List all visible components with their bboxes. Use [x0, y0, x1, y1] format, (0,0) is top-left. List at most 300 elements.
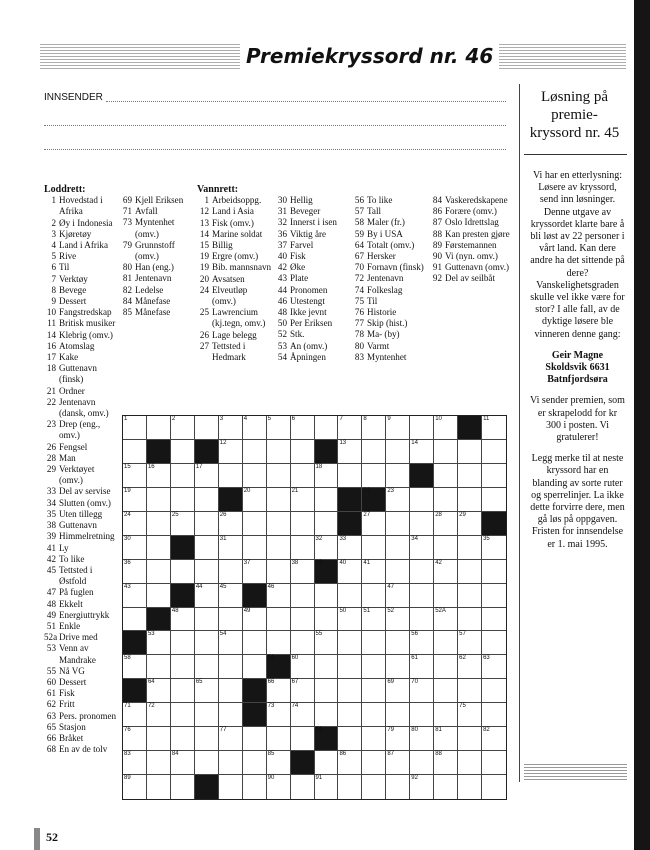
- grid-cell[interactable]: [219, 512, 243, 536]
- grid-cell[interactable]: [434, 751, 458, 775]
- grid-cell[interactable]: [482, 464, 506, 488]
- grid-cell[interactable]: [123, 464, 147, 488]
- grid-cell[interactable]: [147, 536, 171, 560]
- cell-number: 16: [147, 463, 155, 470]
- clue-number: 85: [122, 307, 132, 318]
- grid-cell[interactable]: [386, 488, 410, 512]
- grid-cell[interactable]: [458, 727, 482, 751]
- grid-cell[interactable]: [458, 631, 482, 655]
- cell-number: 77: [219, 727, 227, 734]
- grid-cell[interactable]: [219, 727, 243, 751]
- grid-cell[interactable]: [267, 703, 291, 727]
- grid-cell[interactable]: [171, 655, 195, 679]
- grid-cell[interactable]: [482, 416, 506, 440]
- grid-cell[interactable]: [243, 751, 267, 775]
- grid-cell[interactable]: [482, 727, 506, 751]
- clue-item: [120, 217, 194, 239]
- grid-cell[interactable]: [219, 536, 243, 560]
- grid-cell[interactable]: [338, 703, 362, 727]
- sidebar-heading: Løsning på premie-kryssord nr. 45: [529, 89, 620, 141]
- grid-cell[interactable]: [434, 703, 458, 727]
- grid-cell[interactable]: [123, 655, 147, 679]
- grid-cell[interactable]: [147, 464, 171, 488]
- grid-cell[interactable]: [267, 536, 291, 560]
- clue-item: [44, 554, 118, 565]
- grid-cell[interactable]: [434, 464, 458, 488]
- clue-text: Pronomen: [290, 284, 328, 295]
- grid-cell[interactable]: [195, 727, 219, 751]
- grid-cell[interactable]: [291, 560, 315, 584]
- grid-cell[interactable]: [434, 560, 458, 584]
- grid-cell[interactable]: [267, 560, 291, 584]
- grid-cell[interactable]: [147, 751, 171, 775]
- grid-cell[interactable]: [315, 584, 339, 608]
- grid-cell[interactable]: [362, 727, 386, 751]
- grid-cell[interactable]: [267, 727, 291, 751]
- clue-text: Fritt: [59, 699, 75, 710]
- grid-cell[interactable]: [482, 608, 506, 632]
- cell-number: 83: [124, 751, 131, 758]
- clue-text: Varmt: [367, 340, 390, 351]
- grid-cell[interactable]: [147, 584, 171, 608]
- grid-cell[interactable]: [434, 727, 458, 751]
- grid-cell[interactable]: [410, 727, 434, 751]
- clue-number: 62: [46, 699, 56, 710]
- grid-cell[interactable]: [195, 536, 219, 560]
- grid-cell[interactable]: [458, 536, 482, 560]
- grid-cell[interactable]: [482, 631, 506, 655]
- grid-cell[interactable]: [362, 536, 386, 560]
- grid-cell[interactable]: [243, 560, 267, 584]
- clue-text: Jentenavn: [135, 273, 172, 284]
- grid-cell[interactable]: [171, 751, 195, 775]
- grid-cell[interactable]: [482, 560, 506, 584]
- grid-cell[interactable]: [315, 608, 339, 632]
- grid-cell[interactable]: [458, 440, 482, 464]
- grid-cell[interactable]: [410, 440, 434, 464]
- grid-cell[interactable]: [410, 584, 434, 608]
- grid-cell[interactable]: [386, 584, 410, 608]
- grid-cell[interactable]: [315, 703, 339, 727]
- grid-cell[interactable]: [219, 655, 243, 679]
- grid-cell[interactable]: [338, 727, 362, 751]
- grid-cell[interactable]: [410, 631, 434, 655]
- grid-cell[interactable]: [362, 608, 386, 632]
- cell-number: 4: [243, 416, 248, 422]
- grid-cell[interactable]: [267, 608, 291, 632]
- clue-text: Ly: [59, 542, 69, 553]
- grid-cell[interactable]: [386, 416, 410, 440]
- grid-cell[interactable]: [243, 631, 267, 655]
- grid-cell[interactable]: [434, 416, 458, 440]
- grid-cell[interactable]: [147, 488, 171, 512]
- grid-cell[interactable]: [434, 655, 458, 679]
- grid-cell[interactable]: [171, 440, 195, 464]
- clue-text: Myntenhet: [367, 351, 407, 362]
- cell-number: 90: [267, 775, 275, 782]
- grid-cell[interactable]: [315, 679, 339, 703]
- grid-cell[interactable]: [147, 775, 171, 799]
- grid-cell[interactable]: [219, 560, 243, 584]
- grid-cell[interactable]: [147, 512, 171, 536]
- grid-cell[interactable]: [123, 584, 147, 608]
- grid-cell[interactable]: [386, 608, 410, 632]
- grid-cell[interactable]: [123, 440, 147, 464]
- grid-cell[interactable]: [219, 584, 243, 608]
- grid-cell[interactable]: [195, 512, 219, 536]
- grid-cell[interactable]: [171, 416, 195, 440]
- grid-cell[interactable]: [338, 775, 362, 799]
- grid-cell[interactable]: [410, 536, 434, 560]
- innsender-line-1[interactable]: [106, 101, 506, 102]
- grid-cell[interactable]: [458, 751, 482, 775]
- grid-cell[interactable]: [123, 775, 147, 799]
- grid-cell[interactable]: [171, 679, 195, 703]
- page-title: Premiekryssord nr. 46: [240, 42, 499, 70]
- grid-cell[interactable]: [482, 655, 506, 679]
- grid-cell[interactable]: [267, 631, 291, 655]
- grid-cell[interactable]: [291, 464, 315, 488]
- grid-cell[interactable]: [386, 703, 410, 727]
- grid-cell[interactable]: [267, 416, 291, 440]
- grid-cell[interactable]: [291, 631, 315, 655]
- grid-cell[interactable]: [243, 464, 267, 488]
- grid-cell[interactable]: [338, 655, 362, 679]
- cell-number: 88: [435, 751, 442, 758]
- grid-cell[interactable]: [219, 416, 243, 440]
- clue-text: Ma- (by): [367, 329, 400, 340]
- grid-cell[interactable]: [315, 536, 339, 560]
- grid-cell[interactable]: [291, 536, 315, 560]
- grid-cell[interactable]: [315, 416, 339, 440]
- clue-text: Totalt (omv.): [367, 239, 415, 250]
- grid-cell[interactable]: [219, 631, 243, 655]
- grid-cell[interactable]: [315, 631, 339, 655]
- grid-cell[interactable]: [410, 703, 434, 727]
- grid-cell[interactable]: [147, 655, 171, 679]
- grid-cell[interactable]: [171, 727, 195, 751]
- grid-cell[interactable]: [362, 703, 386, 727]
- clue-text: Land i Afrika: [59, 240, 108, 251]
- grid-cell[interactable]: [434, 584, 458, 608]
- grid-cell[interactable]: [362, 440, 386, 464]
- grid-cell[interactable]: [386, 751, 410, 775]
- grid-cell[interactable]: [458, 560, 482, 584]
- across-clues-col1: [197, 184, 273, 363]
- grid-cell[interactable]: [195, 416, 219, 440]
- clue-text: Verktøy: [59, 273, 88, 284]
- grid-cell[interactable]: [458, 679, 482, 703]
- grid-cell[interactable]: [291, 584, 315, 608]
- grid-cell[interactable]: [410, 608, 434, 632]
- grid-cell[interactable]: [243, 536, 267, 560]
- clue-text: Avsatsen: [212, 273, 245, 284]
- grid-cell[interactable]: [171, 775, 195, 799]
- grid-cell[interactable]: [147, 631, 171, 655]
- clue-text: Kake: [59, 352, 79, 363]
- grid-cell[interactable]: [386, 464, 410, 488]
- grid-cell[interactable]: [291, 703, 315, 727]
- grid-cell[interactable]: [147, 727, 171, 751]
- grid-cell[interactable]: [386, 536, 410, 560]
- clue-number: 42: [46, 553, 56, 564]
- grid-cell[interactable]: [338, 608, 362, 632]
- cell-number: 7: [339, 416, 343, 422]
- grid-cell[interactable]: [123, 488, 147, 512]
- grid-cell[interactable]: [482, 536, 506, 560]
- grid-cell[interactable]: [338, 751, 362, 775]
- grid-cell[interactable]: [147, 560, 171, 584]
- grid-block: [195, 775, 219, 799]
- grid-cell[interactable]: [315, 464, 339, 488]
- grid-cell[interactable]: [291, 440, 315, 464]
- grid-cell[interactable]: [338, 679, 362, 703]
- grid-cell[interactable]: [458, 775, 482, 799]
- grid-cell[interactable]: [123, 608, 147, 632]
- grid-cell[interactable]: [291, 727, 315, 751]
- cell-number: 26: [219, 511, 227, 518]
- clue-item: [120, 273, 194, 284]
- grid-cell[interactable]: [123, 560, 147, 584]
- grid-cell[interactable]: [195, 751, 219, 775]
- grid-cell[interactable]: [410, 416, 434, 440]
- grid-cell[interactable]: [267, 679, 291, 703]
- clue-item: [44, 195, 118, 217]
- grid-cell[interactable]: [458, 608, 482, 632]
- grid-cell[interactable]: [362, 679, 386, 703]
- grid-cell[interactable]: [386, 560, 410, 584]
- grid-cell[interactable]: [171, 631, 195, 655]
- grid-cell[interactable]: [482, 775, 506, 799]
- grid-cell[interactable]: [482, 584, 506, 608]
- clue-text: En av de tolv: [59, 744, 108, 755]
- grid-cell[interactable]: [434, 679, 458, 703]
- grid-cell[interactable]: [315, 488, 339, 512]
- grid-cell[interactable]: [123, 512, 147, 536]
- clue-number: 80: [354, 340, 364, 351]
- grid-cell[interactable]: [410, 512, 434, 536]
- grid-cell[interactable]: [386, 512, 410, 536]
- grid-cell[interactable]: [219, 608, 243, 632]
- grid-cell[interactable]: [386, 440, 410, 464]
- grid-cell[interactable]: [338, 536, 362, 560]
- grid-cell[interactable]: [171, 488, 195, 512]
- grid-cell[interactable]: [362, 560, 386, 584]
- clue-item: [44, 218, 118, 229]
- cell-number: 10: [435, 416, 442, 422]
- grid-cell[interactable]: [338, 584, 362, 608]
- cell-number: 79: [387, 727, 394, 734]
- grid-cell[interactable]: [195, 464, 219, 488]
- grid-cell[interactable]: [386, 679, 410, 703]
- grid-cell[interactable]: [219, 775, 243, 799]
- clue-text: Energiuttrykk: [59, 609, 110, 620]
- grid-cell[interactable]: [338, 440, 362, 464]
- grid-cell[interactable]: [219, 703, 243, 727]
- grid-cell[interactable]: [386, 631, 410, 655]
- grid-cell[interactable]: [195, 560, 219, 584]
- grid-cell[interactable]: [291, 512, 315, 536]
- cell-number: 49: [243, 607, 251, 614]
- grid-cell[interactable]: [458, 655, 482, 679]
- grid-cell[interactable]: [291, 608, 315, 632]
- grid-cell[interactable]: [195, 584, 219, 608]
- grid-cell[interactable]: [482, 440, 506, 464]
- clue-number: 13: [199, 217, 209, 228]
- clue-number: 64: [354, 239, 364, 250]
- grid-cell[interactable]: [171, 464, 195, 488]
- cell-number: 2: [171, 416, 176, 422]
- clue-text: Øke: [290, 262, 306, 273]
- grid-cell[interactable]: [434, 536, 458, 560]
- grid-cell[interactable]: [434, 631, 458, 655]
- grid-cell[interactable]: [195, 488, 219, 512]
- grid-cell[interactable]: [219, 440, 243, 464]
- clue-number: 92: [432, 273, 442, 284]
- grid-cell[interactable]: [195, 679, 219, 703]
- grid-cell[interactable]: [243, 512, 267, 536]
- grid-cell[interactable]: [362, 584, 386, 608]
- grid-cell[interactable]: [338, 560, 362, 584]
- grid-cell[interactable]: [243, 608, 267, 632]
- cell-number: 48: [171, 607, 179, 614]
- grid-cell[interactable]: [362, 655, 386, 679]
- grid-cell[interactable]: [243, 440, 267, 464]
- grid-cell[interactable]: [458, 464, 482, 488]
- clue-number: 27: [199, 340, 209, 351]
- grid-cell[interactable]: [482, 751, 506, 775]
- grid-block: [362, 488, 386, 512]
- clue-text: To like: [367, 195, 393, 205]
- grid-cell[interactable]: [267, 488, 291, 512]
- grid-cell[interactable]: [267, 751, 291, 775]
- grid-cell[interactable]: [458, 488, 482, 512]
- grid-cell[interactable]: [362, 512, 386, 536]
- innsender-line-3[interactable]: [44, 149, 506, 150]
- grid-cell[interactable]: [315, 775, 339, 799]
- grid-cell[interactable]: [267, 584, 291, 608]
- grid-cell[interactable]: [195, 631, 219, 655]
- grid-cell[interactable]: [147, 416, 171, 440]
- grid-cell[interactable]: [386, 727, 410, 751]
- grid-cell[interactable]: [267, 464, 291, 488]
- grid-cell[interactable]: [482, 488, 506, 512]
- grid-cell[interactable]: [386, 775, 410, 799]
- grid-cell[interactable]: [243, 488, 267, 512]
- clue-text: Månefase: [135, 307, 171, 318]
- grid-cell[interactable]: [291, 655, 315, 679]
- grid-cell[interactable]: [315, 751, 339, 775]
- cell-number: 31: [219, 535, 227, 542]
- clue-text: Tall: [367, 206, 382, 217]
- clue-number: 58: [354, 217, 364, 228]
- grid-cell[interactable]: [482, 679, 506, 703]
- grid-cell[interactable]: [195, 608, 219, 632]
- grid-cell[interactable]: [315, 655, 339, 679]
- clue-text: Vaskeredskapene: [445, 195, 508, 205]
- clue-text: Jentenavn (dansk, omv.): [59, 396, 109, 419]
- grid-cell[interactable]: [267, 512, 291, 536]
- grid-cell[interactable]: [267, 775, 291, 799]
- grid-cell[interactable]: [147, 703, 171, 727]
- grid-cell[interactable]: [219, 679, 243, 703]
- grid-cell[interactable]: [267, 440, 291, 464]
- cell-number: 64: [147, 679, 155, 686]
- grid-cell[interactable]: [338, 631, 362, 655]
- grid-cell[interactable]: [362, 464, 386, 488]
- grid-cell[interactable]: [123, 416, 147, 440]
- grid-cell[interactable]: [123, 727, 147, 751]
- grid-cell[interactable]: [195, 703, 219, 727]
- grid-cell[interactable]: [410, 488, 434, 512]
- grid-cell[interactable]: [434, 440, 458, 464]
- grid-cell[interactable]: [219, 464, 243, 488]
- clue-number: 33: [46, 486, 56, 497]
- grid-cell[interactable]: [171, 512, 195, 536]
- grid-cell[interactable]: [243, 416, 267, 440]
- grid-cell[interactable]: [195, 655, 219, 679]
- grid-cell[interactable]: [291, 488, 315, 512]
- grid-cell[interactable]: [410, 679, 434, 703]
- grid-cell[interactable]: [219, 751, 243, 775]
- grid-cell[interactable]: [434, 488, 458, 512]
- grid-cell[interactable]: [123, 751, 147, 775]
- grid-cell[interactable]: [458, 512, 482, 536]
- clue-text: Man: [59, 452, 76, 463]
- clue-text: Klebrig (omv.): [59, 329, 113, 340]
- grid-cell[interactable]: [123, 703, 147, 727]
- grid-cell[interactable]: [362, 775, 386, 799]
- grid-cell[interactable]: [482, 703, 506, 727]
- grid-cell[interactable]: [410, 560, 434, 584]
- clue-number: 59: [354, 228, 364, 239]
- grid-cell[interactable]: [362, 631, 386, 655]
- grid-cell[interactable]: [338, 416, 362, 440]
- grid-cell[interactable]: [410, 751, 434, 775]
- grid-cell[interactable]: [291, 416, 315, 440]
- cell-number: 28: [435, 511, 442, 518]
- clue-text: Bib. mannsnavn: [212, 262, 272, 273]
- grid-cell[interactable]: [315, 512, 339, 536]
- clue-item: [44, 442, 118, 453]
- grid-cell[interactable]: [458, 584, 482, 608]
- grid-cell[interactable]: [434, 608, 458, 632]
- clue-item: [120, 262, 194, 273]
- innsender-line-2[interactable]: [44, 125, 506, 126]
- grid-cell[interactable]: [291, 775, 315, 799]
- grid-cell[interactable]: [123, 536, 147, 560]
- down-clues-col1: [44, 184, 118, 755]
- grid-cell[interactable]: [147, 679, 171, 703]
- grid-cell[interactable]: [243, 655, 267, 679]
- clue-number: 65: [46, 721, 56, 732]
- grid-cell[interactable]: [338, 464, 362, 488]
- grid-cell[interactable]: [434, 512, 458, 536]
- grid-cell[interactable]: [171, 608, 195, 632]
- grid-cell[interactable]: [171, 703, 195, 727]
- grid-cell[interactable]: [291, 679, 315, 703]
- grid-cell[interactable]: [458, 703, 482, 727]
- grid-cell[interactable]: [410, 655, 434, 679]
- grid-cell[interactable]: [171, 560, 195, 584]
- grid-cell[interactable]: [243, 727, 267, 751]
- grid-cell[interactable]: [434, 775, 458, 799]
- grid-cell[interactable]: [386, 655, 410, 679]
- grid-cell[interactable]: [410, 775, 434, 799]
- grid-cell[interactable]: [243, 775, 267, 799]
- grid-cell[interactable]: [362, 751, 386, 775]
- grid-cell[interactable]: [362, 416, 386, 440]
